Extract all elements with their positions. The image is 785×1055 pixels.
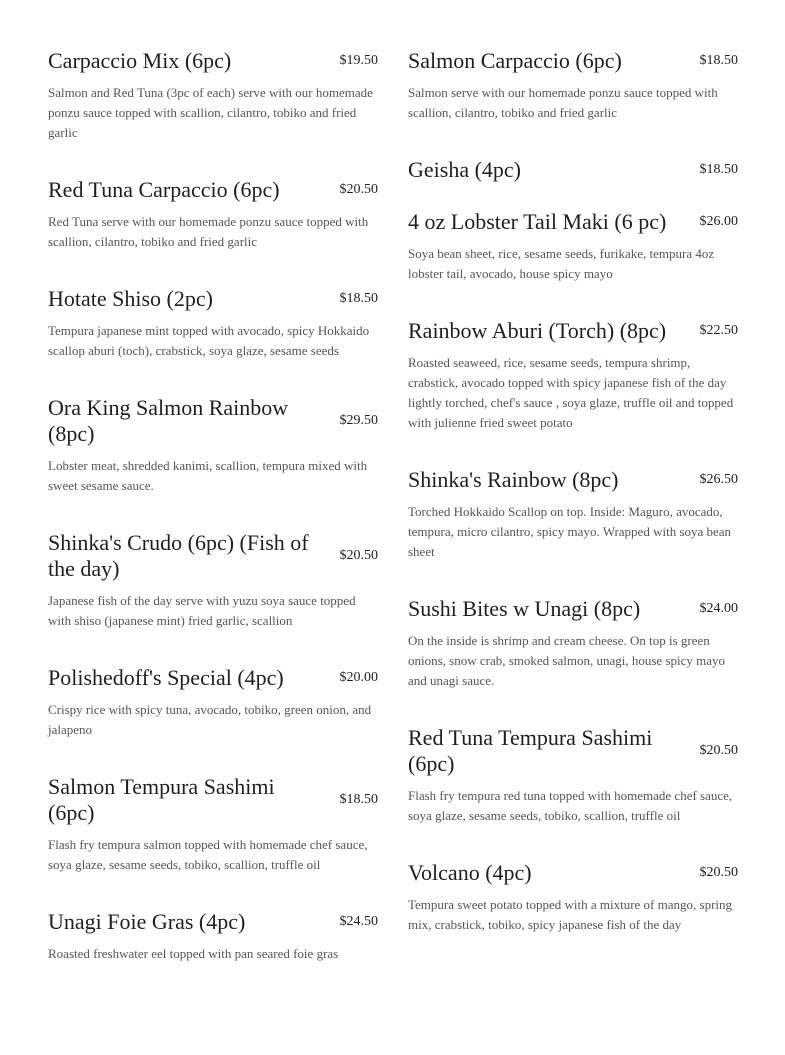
menu-item-description: Torched Hokkaido Scallop on top. Inside: Maguro, avocado, tempura, micro cilantro, spicy mayo. Wrapped with soya bean sheet — [408, 504, 732, 559]
menu-item-name: Rainbow Aburi (Torch) (8pc) — [408, 318, 667, 343]
menu-item-name: Ora King Salmon Rainbow (8pc) — [48, 395, 289, 446]
menu-item-header — [408, 48, 738, 74]
menu-item-header — [408, 157, 738, 183]
menu-item-description: Tempura japanese mint topped with avocado, spicy Hokkaido scallop aburi (toch), crabstick, soya glaze, sesame seeds — [48, 323, 370, 358]
menu-item — [48, 395, 378, 496]
menu-item-price: $22.50 — [699, 323, 738, 338]
menu-item-header — [48, 665, 378, 691]
menu-item-description: Soya bean sheet, rice, sesame seeds, furikake, tempura 4oz lobster tail, avocado, house spicy mayo — [408, 246, 715, 281]
menu-item-header — [408, 860, 738, 886]
menu-item — [408, 209, 738, 284]
menu-item-price: $20.50 — [339, 548, 378, 563]
menu-item — [48, 177, 378, 252]
menu-item-description: Roasted seaweed, rice, sesame seeds, tempura shrimp, crabstick, avocado topped with spicy japanese fish of the day lightly torched, chef's sauce , soya glaze, truffle oil and topped with julienne fried sweet potato — [408, 355, 734, 430]
menu-item-header — [408, 467, 738, 493]
menu-item-description: Flash fry tempura red tuna topped with homemade chef sauce, soya glaze, sesame seeds, tobiko, scallion, truffle oil — [408, 788, 733, 823]
menu-item-price: $20.50 — [699, 865, 738, 880]
menu-item-name: Polishedoff's Special (4pc) — [48, 665, 284, 690]
menu-item-price: $24.50 — [339, 914, 378, 929]
menu-item-price: $18.50 — [699, 53, 738, 68]
menu-item-name: Salmon Tempura Sashimi (6pc) — [48, 774, 275, 825]
menu-item-price: $24.00 — [699, 601, 738, 616]
menu-item-description: Crispy rice with spicy tuna, avocado, tobiko, green onion, and jalapeno — [48, 702, 372, 737]
menu-item-header — [408, 596, 738, 622]
menu-item-description: Japanese fish of the day serve with yuzu soya sauce topped with shiso (japanese mint) fried garlic, scallion — [48, 593, 356, 628]
menu-item-description: On the inside is shrimp and cream cheese. On top is green onions, snow crab, smoked salmon, unagi, house spicy mayo and unagi sauce. — [408, 633, 726, 688]
menu-item-name: Geisha (4pc) — [408, 157, 522, 182]
menu-item-header — [48, 909, 378, 935]
menu-item — [408, 725, 738, 826]
menu-item-header — [48, 395, 378, 447]
menu-item-description: Salmon serve with our homemade ponzu sauce topped with scallion, cilantro, tobiko and fried garlic — [408, 85, 718, 120]
menu-item-description: Salmon and Red Tuna (3pc of each) serve with our homemade ponzu sauce topped with scallion, cilantro, tobiko and fried garlic — [48, 85, 373, 140]
menu-item-description: Flash fry tempura salmon topped with homemade chef sauce, soya glaze, sesame seeds, tobiko, scallion, truffle oil — [48, 837, 368, 872]
menu-item-price: $19.50 — [339, 53, 378, 68]
menu-item-header — [48, 530, 378, 582]
menu-item-price: $18.50 — [699, 162, 738, 177]
menu-item-price: $20.50 — [699, 743, 738, 758]
menu-item-name: 4 oz Lobster Tail Maki (6 pc) — [408, 209, 667, 234]
menu-item-header — [408, 725, 738, 777]
menu-item — [408, 318, 738, 433]
menu-item-header — [48, 48, 378, 74]
menu-column-right — [408, 48, 738, 998]
menu-item-description: Red Tuna serve with our homemade ponzu sauce topped with scallion, cilantro, tobiko and fried garlic — [48, 214, 369, 249]
menu-item-description: Roasted freshwater eel topped with pan seared foie gras — [48, 946, 339, 961]
menu-item — [408, 860, 738, 935]
menu-item-name: Volcano (4pc) — [408, 860, 532, 885]
menu-item-name: Shinka's Crudo (6pc) (Fish of the day) — [48, 530, 309, 581]
menu-item — [408, 48, 738, 123]
menu-item — [408, 467, 738, 562]
menu-item-header — [408, 209, 738, 235]
menu-item-description: Tempura sweet potato topped with a mixture of mango, spring mix, crabstick, tobiko, spicy japanese fish of the day — [408, 897, 733, 932]
menu-item — [48, 665, 378, 740]
menu-item-header — [48, 774, 378, 826]
menu-item-price: $26.50 — [699, 472, 738, 487]
menu-item-header — [48, 177, 378, 203]
menu-item-name: Salmon Carpaccio (6pc) — [408, 48, 622, 73]
menu-item-description: Lobster meat, shredded kanimi, scallion, tempura mixed with sweet sesame sauce. — [48, 458, 368, 493]
menu-item — [48, 530, 378, 631]
menu-item-price: $26.00 — [699, 214, 738, 229]
menu-item — [48, 48, 378, 143]
menu-item-price: $18.50 — [339, 291, 378, 306]
menu-item-name: Sushi Bites w Unagi (8pc) — [408, 596, 641, 621]
menu-column-left — [48, 48, 378, 998]
menu-item — [48, 774, 378, 875]
menu-item-price: $18.50 — [339, 792, 378, 807]
menu-item — [408, 157, 738, 183]
menu-item-name: Carpaccio Mix (6pc) — [48, 48, 232, 73]
menu-item-header — [48, 286, 378, 312]
menu-grid — [48, 48, 738, 998]
menu-item-name: Red Tuna Tempura Sashimi (6pc) — [408, 725, 653, 776]
menu-item-price: $20.00 — [339, 670, 378, 685]
menu-item-price: $20.50 — [339, 182, 378, 197]
menu-item-price: $29.50 — [339, 413, 378, 428]
menu-item — [408, 596, 738, 691]
menu-item-name: Red Tuna Carpaccio (6pc) — [48, 177, 280, 202]
menu-item — [48, 286, 378, 361]
menu-item-name: Shinka's Rainbow (8pc) — [408, 467, 619, 492]
menu-item-name: Hotate Shiso (2pc) — [48, 286, 213, 311]
menu-item — [48, 909, 378, 964]
menu-item-header — [408, 318, 738, 344]
menu-item-name: Unagi Foie Gras (4pc) — [48, 909, 246, 934]
